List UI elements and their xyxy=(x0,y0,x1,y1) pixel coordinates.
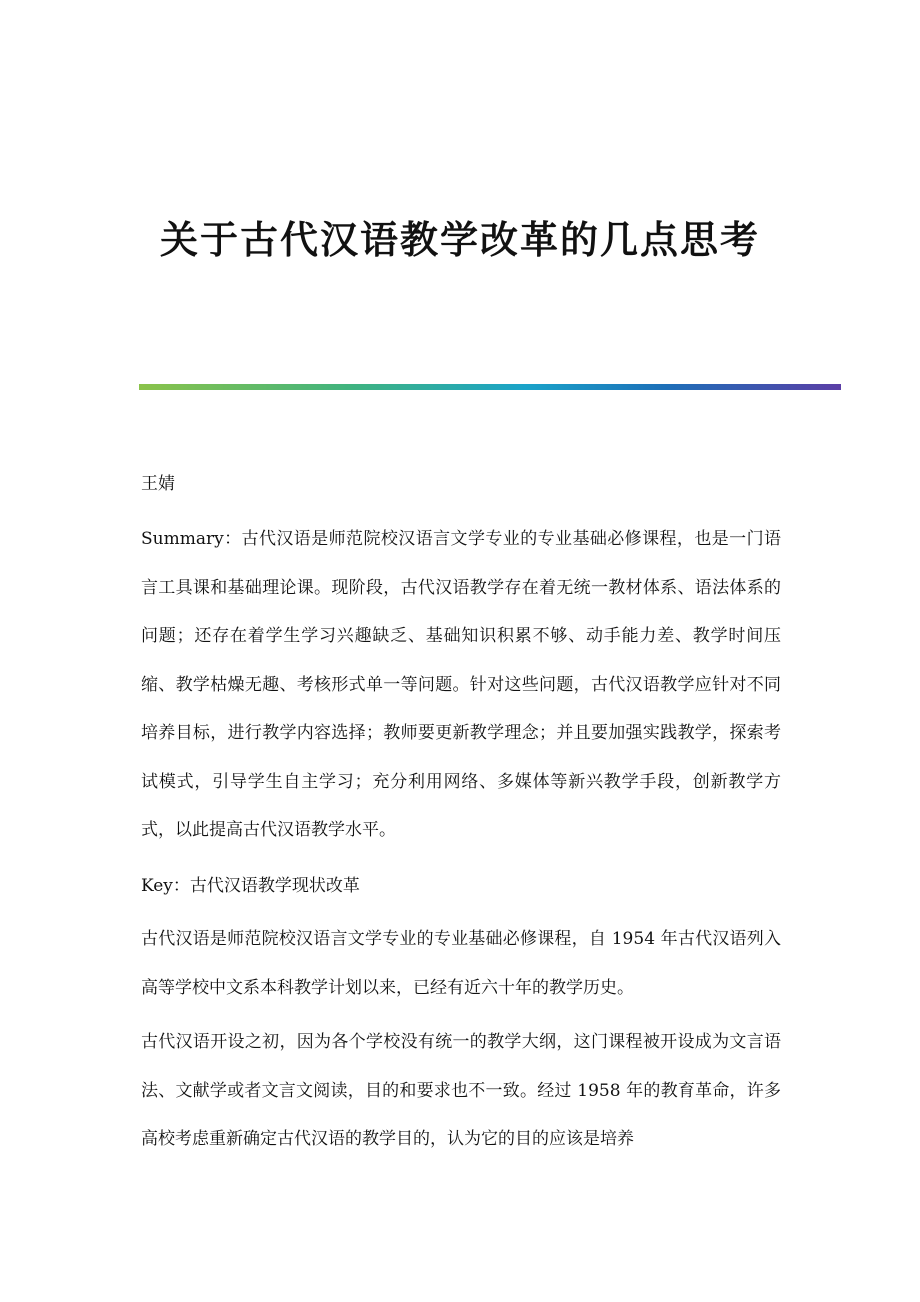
document-title: 关于古代汉语教学改革的几点思考 xyxy=(159,217,760,262)
body-paragraph-2: 古代汉语开设之初，因为各个学校没有统一的教学大纲，这门课程被开设成为文言语法、文献学或者文言文阅读，目的和要求也不一致。经过 1958 年的教育革命，许多高校考虑重新确定古代汉语的教学目的，认为它的目的应该是培养 xyxy=(141,1032,781,1149)
summary-text: 古代汉语是师范院校汉语言文学专业的专业基础必修课程，也是一门语言工具课和基础理论课。现阶段，古代汉语教学存在着无统一教材体系、语法体系的问题；还存在着学生学习兴趣缺乏、基础知识积累不够、动手能力差、教学时间压缩、教学枯燥无趣、考核形式单一等问题。针对这些问题，古代汉语教学应针对不同培养目标，进行教学内容选择；教师要更新教学理念；并且要加强实践教学，探索考试模式，引导学生自主学习；充分利用网络、多媒体等新兴教学手段，创新教学方式，以此提高古代汉语教学水平。 xyxy=(141,529,782,840)
body-paragraph-1: 古代汉语是师范院校汉语言文学专业的专业基础必修课程，自 1954 年古代汉语列入高等学校中文系本科教学计划以来，已经有近六十年的教学历史。 xyxy=(141,929,781,998)
keywords-label: Key： xyxy=(141,876,190,896)
title-divider-rule xyxy=(139,384,841,390)
summary-label: Summary： xyxy=(141,529,242,549)
keywords-text: 古代汉语教学现状改革 xyxy=(189,876,360,896)
summary-paragraph xyxy=(141,515,781,855)
keywords-line xyxy=(141,862,781,911)
author-name: 王婧 xyxy=(141,474,175,494)
